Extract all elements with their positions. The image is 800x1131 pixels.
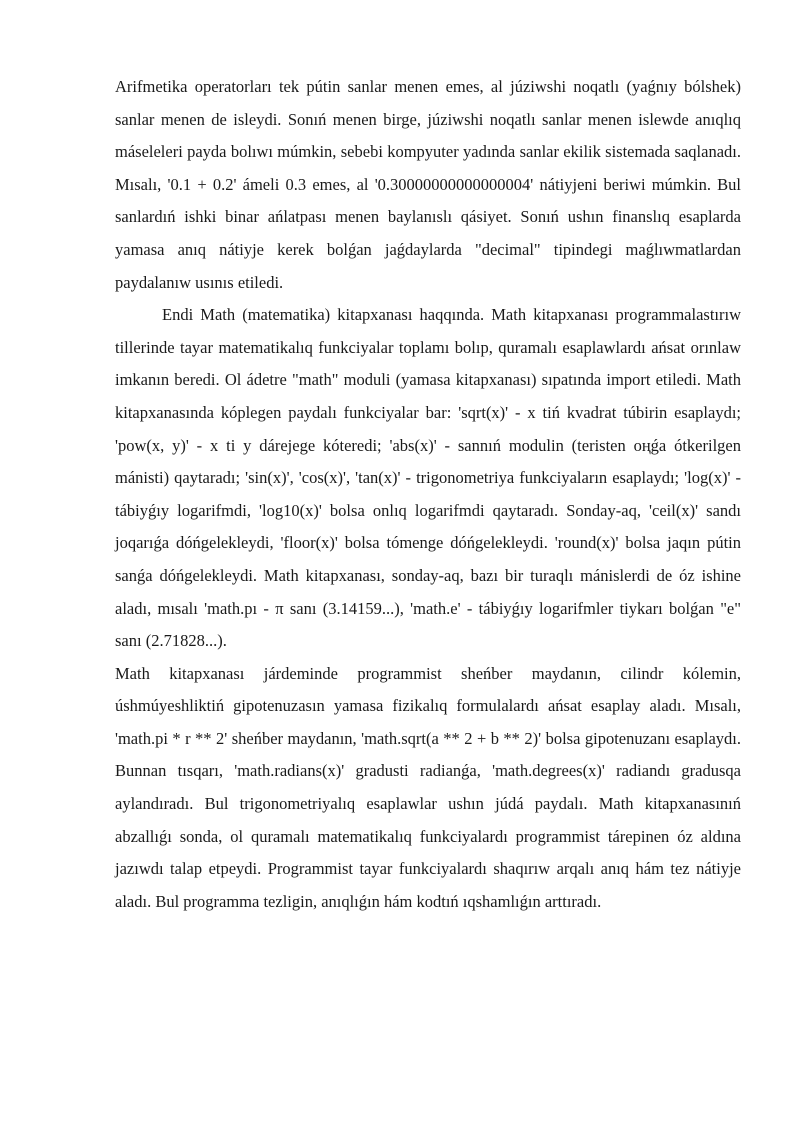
paragraph-math-examples: Math kitapxanası járdeminde programmist sheńber maydanın, cilindr kólemin, úshmúyeshliktiń gipotenuzasın yamasa fizikalıq formulalardı ańsat esaplay aladı. Mısalı, 'math.pi * r ** 2' sheńber maydanın, 'math.sqrt(a ** 2 + b ** 2)' bolsa gipotenuzanı esaplaydı. Bunnan tısqarı, 'math.radians(x)' gradusti radianǵa, 'math.degrees(x)' radiandı gradusqa aylandıradı. Bul trigonometriyalıq esaplawlar ushın júdá paydalı. Math kitapxanasınıń abzallıǵı sonda, ol quramalı matematikalıq funkciyalardı programmist tárepinen óz aldına jazıwdı talap etpeydi. Programmist tayar funkciyalardı shaqırıw arqalı anıq hám tez nátiyje aladı. Bul programma tezligin, anıqlıǵın hám kodtıń ıqshamlıǵın arttıradı. — [115, 663, 741, 911]
document-page — [115, 71, 741, 918]
paragraph-math-library: Endi Math (matematika) kitapxanası haqqında. Math kitapxanası programmalastırıw tillerinde tayar matematikalıq funkciyalar toplamı bolıp, quramalı esaplawlardı ańsat orınlaw imkanın beredi. Ol ádetre "math" moduli (yamasa kitapxanası) sıpatında import etiledi. Math kitapxanasında kóplegen paydalı funkciyalar bar: 'sqrt(x)' - x tiń kvadrat túbirin esaplaydı; 'pow(x, y)' - x ti y dárejege kóteredi; 'abs(x)' - sannıń modulin (teristen oңǵa ótkerilgen mánisti) qaytaradı; 'sin(x)', 'cos(x)', 'tan(x)' - trigonometriya funkciyaların esaplaydı; 'log(x)' - tábiyǵıy logarifmdi, 'log10(x)' bolsa onlıq logarifmdi qaytaradı. Sonday-aq, 'ceil(x)' sandı joqarıǵa dóńgelekleydi, 'floor(x)' bolsa tómenge dóńgelekleydi. 'round(x)' bolsa jaqın pútin sanǵa dóńgelekleydi. Math kitapxanası, sonday-aq, bazı bir turaqlı mánislerdi de óz ishine aladı, mısalı 'math.pı - π sanı (3.14159...), 'math.e' - tábiyǵıy logarifmler tiykarı bolǵan "e" sanı (2.71828...). — [115, 305, 741, 651]
paragraph-floating-point: Arifmetika operatorları tek pútin sanlar menen emes, al júziwshi noqatlı (yaǵnıy bólshek) sanlar menen de isleydi. Sonıń menen birge, júziwshi noqatlı sanlar menen islewde anıqlıq máseleleri payda bolıwı múmkin, sebebi kompyuter yadında sanlar ekilik sistemada saqlanadı. Mısalı, '0.1 + 0.2' ámeli 0.3 emes, al '0.30000000000000004' nátiyjeni beriwi múmkin. Bul sanlardıń ishki binar ańlatpası menen baylanıslı qásiyet. Sonıń ushın finanslıq esaplarda yamasa anıq nátiyje kerek bolǵan jaǵdaylarda "decimal" tipindegi maǵlıwmatlardan paydalanıw usınıs etiledi. — [115, 77, 741, 292]
